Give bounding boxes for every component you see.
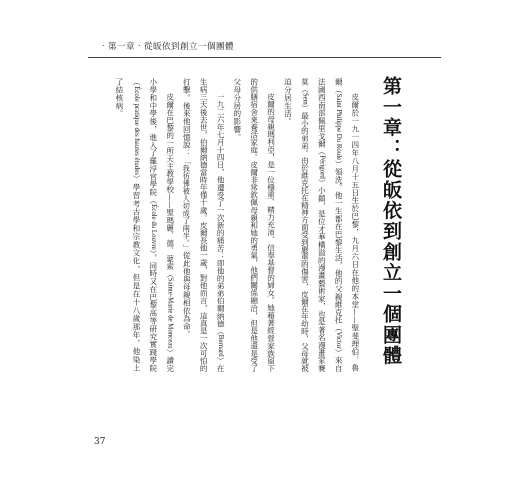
text-line: 小學和中學後，進入了羅浮宮學院（École du Louvre），同時又在巴黎高等研究實踐學院 — [148, 78, 158, 372]
quote-text: 我彷彿被人切成了兩半。 — [182, 164, 192, 244]
text-line: 父母分居的影響。 — [232, 78, 242, 142]
text-line: 打擊。後來他回憶說：「我彷彿被人切成了兩半。」從此他與母親相依為命。 — [182, 78, 192, 339]
text-line: 法國西南部佩里戈爾（Périgord）小鎮，是位才華橫溢的漫畫藝術家，也是著名漫畫家賽 — [317, 78, 327, 372]
text-line: 生病三天後去世，伯爾納德當時年僅十歲。皮爾長他一歲，對他而言，這真是一次可怕的 — [199, 78, 209, 372]
text-line: 莫（Sem）最小的弟弟。由於維克托在精神方面受到嚴重的傷害，皮爾在年幼時，父母就被 — [300, 78, 310, 372]
text-line: 的供膳宿舍來養活家庭。皮爾非常欽佩母親和她的勇氣，他們關係融洽，但是他還是受了 — [249, 78, 259, 372]
latin-term: École pratique des hautes études — [132, 86, 140, 175]
text-line: 皮爾於一九一四年八月十五日生於巴黎，九月六日在他的本堂——聖斐理伯．魯 — [350, 93, 360, 372]
running-head: ‧第一章‧從皈依到創立一個團體 — [99, 42, 235, 52]
text-line: 了結核病。 — [114, 78, 124, 118]
text-line: 一九二六年七月十四日，他遭受了一次新的痛苦：即他的弟弟伯爾納德（Bernard）在 — [216, 93, 226, 372]
page-number: 37 — [94, 437, 106, 447]
text-line: 迫分居生活。 — [283, 78, 293, 126]
text-line: （École pratique des hautes études）學習考古學和宗教文化，但是在十八歲那年，他染上 — [131, 78, 141, 372]
latin-term: Bernard — [217, 334, 225, 357]
latin-term: Victor — [335, 331, 343, 349]
latin-term: Saint Philippe Du Roule — [335, 93, 343, 161]
latin-term: Périgord — [318, 155, 326, 179]
latin-term: Sainte-Marie de Monceau — [166, 277, 174, 349]
latin-term: École du Louvre — [149, 204, 157, 250]
latin-term: Sem — [301, 92, 309, 105]
text-line: 皮爾在巴黎的一所天主教學校——聖瑪麗．德．蒙索（Sainte-Marie de Monceau）讀完 — [165, 93, 175, 372]
text-line: 爾（Saint Philippe Du Roule）領洗。他一生都在巴黎生活，他的父親維克托（Victor）來自 — [334, 78, 344, 372]
text-line: 皮爾的母親瑪利亞，是一位穩重、精力充沛、信奉基督的婦女。她藉著經營家族留下 — [266, 93, 276, 372]
chapter-title: 第一章：從皈依到創立一個團體 — [380, 76, 402, 366]
